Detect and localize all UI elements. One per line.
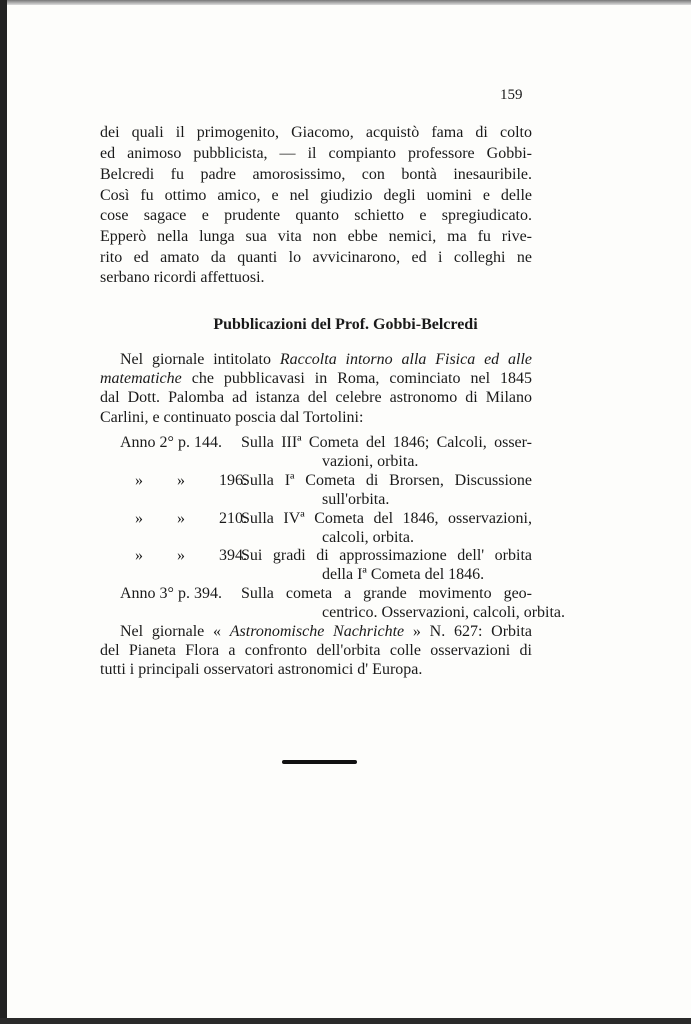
text: » N. 627: Orbita: [404, 623, 533, 640]
text-line: [120, 622, 532, 641]
text-line: cose sagace e prudente quanto schietto e spregiudicato.: [100, 207, 532, 224]
publication-entry: [120, 584, 532, 603]
entry-ref: Anno 3° p. 394.: [120, 585, 222, 602]
publication-entry-cont: [120, 452, 532, 471]
entry-ref: » » 394.: [135, 547, 247, 564]
entry-text-cont: vazioni, orbita.: [322, 453, 419, 470]
text-line: rito ed amato da quanti lo avvicinarono, ed i colleghi ne: [100, 249, 532, 266]
text-line: dei quali il primogenito, Giacomo, acquistò fama di colto: [100, 124, 532, 141]
entry-ref: » » 196.: [135, 472, 247, 489]
entry-ref: » » 210.: [135, 510, 247, 527]
page-number: 159: [500, 87, 523, 103]
text-line: dal Dott. Palomba ad istanza del celebre astronomo di Milano: [100, 389, 532, 406]
entry-text: Sulla cometa a grande movimento geo-: [241, 585, 532, 602]
publication-entry: [120, 509, 532, 528]
publication-entry-cont: [120, 565, 532, 584]
publication-entry-cont: [120, 603, 566, 622]
text: che pubblicavasi in Roma, cominciato nel 1845: [181, 370, 532, 387]
section-heading: Pubblicazioni del Prof. Gobbi-Belcredi: [213, 316, 478, 333]
publication-entry-cont: [120, 490, 532, 509]
entry-text-cont: centrico. Osservazioni, calcoli, orbita.: [322, 604, 566, 621]
publication-entry-cont: [120, 528, 532, 547]
journal-title: matematiche: [100, 370, 182, 387]
text-line: [120, 350, 532, 369]
text: Nel giornale «: [120, 623, 230, 640]
text-line: ed animoso pubblicista, — il compianto professore Gobbi-: [100, 145, 532, 162]
text-line: Carlini, e continuato poscia dal Tortolini:: [100, 409, 364, 426]
scan-top-edge: [0, 0, 691, 5]
text-line: serbano ricordi affettuosi.: [100, 269, 265, 286]
entry-ref: Anno 2° p. 144.: [120, 434, 222, 451]
publication-entry: [120, 433, 532, 452]
scan-left-edge: [0, 0, 7, 1024]
end-rule: [282, 760, 357, 764]
entry-text: Sulla Iª Cometa di Brorsen, Discussione: [241, 472, 532, 489]
text-line: Epperò nella lunga sua vita non ebbe nemici, ma fu rive-: [100, 228, 532, 245]
text-line: del Pianeta Flora a confronto dell'orbita colle osservazioni di: [100, 642, 532, 659]
journal-title: Astronomische Nachrichte: [229, 623, 405, 640]
entry-text: Sui gradi di approssimazione dell' orbita: [241, 547, 532, 564]
text-line: [100, 369, 532, 388]
journal-title: Raccolta intorno alla Fisica ed alle: [279, 351, 532, 368]
text: Nel giornale intitolato: [120, 351, 280, 368]
scan-bottom-edge: [0, 1018, 691, 1024]
text-line: Così fu ottimo amico, e nel giudizio degli uomini e delle: [100, 187, 532, 204]
text-line: Belcredi fu padre amorosissimo, con bontà inesauribile.: [100, 166, 532, 183]
publication-entry: [120, 546, 532, 565]
entry-text-cont: calcoli, orbita.: [322, 529, 414, 546]
publication-entry: [120, 471, 532, 490]
text-line: tutti i principali osservatori astronomici d' Europa.: [100, 661, 423, 678]
entry-text-cont: sull'orbita.: [322, 491, 390, 508]
entry-text: Sulla IVª Cometa del 1846, osservazioni,: [241, 510, 532, 527]
entry-text-cont: della Iª Cometa del 1846.: [322, 566, 485, 583]
entry-text: Sulla IIIª Cometa del 1846; Calcoli, osser-: [241, 434, 532, 451]
